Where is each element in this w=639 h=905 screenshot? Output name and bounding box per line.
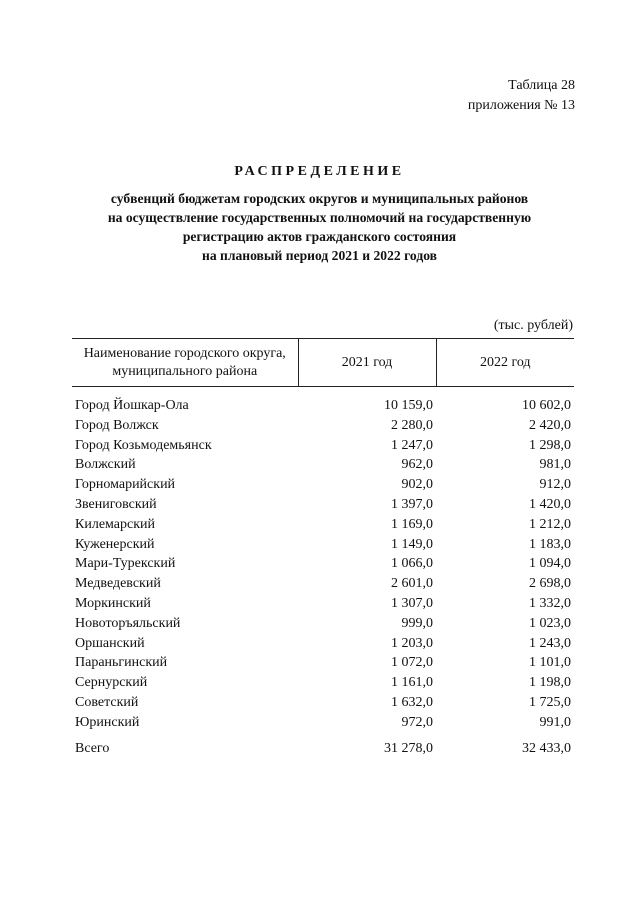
value-2021-cell: 2 601,0 bbox=[391, 576, 433, 592]
district-name-cell: Мари-Турекский bbox=[75, 556, 176, 572]
value-2022-cell: 1 298,0 bbox=[529, 437, 571, 453]
appendix-number: приложения № 13 bbox=[467, 98, 575, 113]
value-2021-cell: 1 203,0 bbox=[391, 635, 433, 651]
value-2021-cell: 1 397,0 bbox=[391, 496, 433, 512]
district-name-cell: Медведевский bbox=[75, 576, 161, 592]
total-row bbox=[72, 739, 574, 759]
value-2021-cell: 1 307,0 bbox=[391, 595, 433, 611]
table-row bbox=[72, 495, 574, 515]
table-body bbox=[72, 387, 574, 759]
value-2021-cell: 10 159,0 bbox=[384, 398, 433, 413]
value-2022-cell: 1 420,0 bbox=[529, 496, 571, 512]
value-2022-cell: 1 332,0 bbox=[529, 595, 571, 611]
document-subtitle bbox=[0, 189, 639, 265]
value-2021-cell: 2 280,0 bbox=[391, 417, 433, 433]
value-2022-cell: 1 212,0 bbox=[529, 516, 571, 532]
table-row bbox=[72, 396, 574, 416]
district-name-cell: Горномарийский bbox=[75, 477, 176, 493]
district-name-cell: Параньгинский bbox=[75, 655, 168, 671]
value-2021-cell: 999,0 bbox=[401, 615, 433, 631]
value-2022-cell: 2 420,0 bbox=[529, 417, 571, 433]
table-row bbox=[72, 693, 574, 713]
value-2022-cell: 2 698,0 bbox=[529, 576, 571, 592]
table-number: Таблица 28 bbox=[508, 78, 575, 93]
district-name-cell: Моркинский bbox=[75, 595, 151, 611]
value-2022-cell: 1 094,0 bbox=[529, 556, 571, 572]
units-label: (тыс. рублей) bbox=[493, 318, 573, 333]
value-2021-cell: 1 169,0 bbox=[391, 516, 433, 532]
document-heading bbox=[0, 162, 639, 265]
table-row bbox=[72, 515, 574, 535]
table-row bbox=[72, 713, 574, 733]
table-row bbox=[72, 673, 574, 693]
value-2021-cell: 1 149,0 bbox=[391, 536, 433, 552]
value-2022-cell: 1 183,0 bbox=[529, 536, 571, 552]
district-name-cell: Килемарский bbox=[75, 516, 156, 532]
value-2022-cell: 1 243,0 bbox=[529, 635, 571, 651]
district-name-cell: Новоторъяльский bbox=[75, 615, 181, 631]
column-header-2022: 2022 год bbox=[436, 339, 574, 387]
distribution-table bbox=[72, 338, 574, 758]
district-name-cell: Волжский bbox=[75, 457, 136, 473]
value-2022-cell: 1 198,0 bbox=[529, 675, 571, 691]
subtitle-line: регистрацию актов гражданского состояния bbox=[182, 229, 457, 244]
value-2022-cell: 981,0 bbox=[539, 457, 571, 473]
district-name-cell: Звениговский bbox=[75, 496, 157, 512]
district-name-cell: Сернурский bbox=[75, 675, 148, 691]
table-row bbox=[72, 436, 574, 456]
value-2022-cell: 1 101,0 bbox=[529, 655, 571, 671]
district-name-cell: Город Волжск bbox=[75, 417, 159, 433]
table-header-row bbox=[72, 339, 574, 387]
value-2021-cell: 1 072,0 bbox=[391, 655, 433, 671]
table-row bbox=[72, 455, 574, 475]
district-name-cell: Куженерский bbox=[75, 536, 155, 552]
table-row bbox=[72, 416, 574, 436]
subtitle-line: на плановый период 2021 и 2022 годов bbox=[201, 248, 438, 263]
column-header-2021: 2021 год bbox=[298, 339, 436, 387]
value-2021-cell: 962,0 bbox=[401, 457, 433, 473]
value-2021-cell: 972,0 bbox=[401, 714, 433, 730]
value-2022-cell: 912,0 bbox=[539, 477, 571, 493]
district-name-cell: Оршанский bbox=[75, 635, 145, 651]
value-2022-cell: 32 433,0 bbox=[522, 740, 571, 756]
district-name-cell: Советский bbox=[75, 694, 139, 710]
district-name-cell: Всего bbox=[75, 740, 110, 756]
value-2022-cell: 10 602,0 bbox=[522, 398, 571, 413]
value-2021-cell: 31 278,0 bbox=[384, 740, 433, 756]
document-title: РАСПРЕДЕЛЕНИЕ bbox=[234, 164, 405, 179]
value-2022-cell: 991,0 bbox=[539, 714, 571, 730]
table-row bbox=[72, 475, 574, 495]
column-header-name: Наименование городского округа, муниципального района bbox=[72, 339, 298, 387]
table-row bbox=[72, 653, 574, 673]
district-name-cell: Город Йошкар-Ола bbox=[75, 398, 189, 413]
table-caption bbox=[468, 76, 575, 116]
value-2021-cell: 902,0 bbox=[401, 477, 433, 493]
table-row bbox=[72, 634, 574, 654]
value-2021-cell: 1 161,0 bbox=[391, 675, 433, 691]
value-2021-cell: 1 247,0 bbox=[391, 437, 433, 453]
subtitle-line: субвенций бюджетам городских округов и муниципальных районов bbox=[110, 191, 529, 206]
value-2021-cell: 1 632,0 bbox=[391, 694, 433, 710]
district-name-cell: Юринский bbox=[75, 714, 140, 730]
table-row bbox=[72, 554, 574, 574]
table-row bbox=[72, 574, 574, 594]
value-2022-cell: 1 725,0 bbox=[529, 694, 571, 710]
table-row bbox=[72, 594, 574, 614]
table-row bbox=[72, 535, 574, 555]
value-2021-cell: 1 066,0 bbox=[391, 556, 433, 572]
subtitle-line: на осуществление государственных полномочий на государственную bbox=[107, 210, 532, 225]
district-name-cell: Город Козьмодемьянск bbox=[75, 437, 212, 453]
table-row bbox=[72, 614, 574, 634]
value-2022-cell: 1 023,0 bbox=[529, 615, 571, 631]
